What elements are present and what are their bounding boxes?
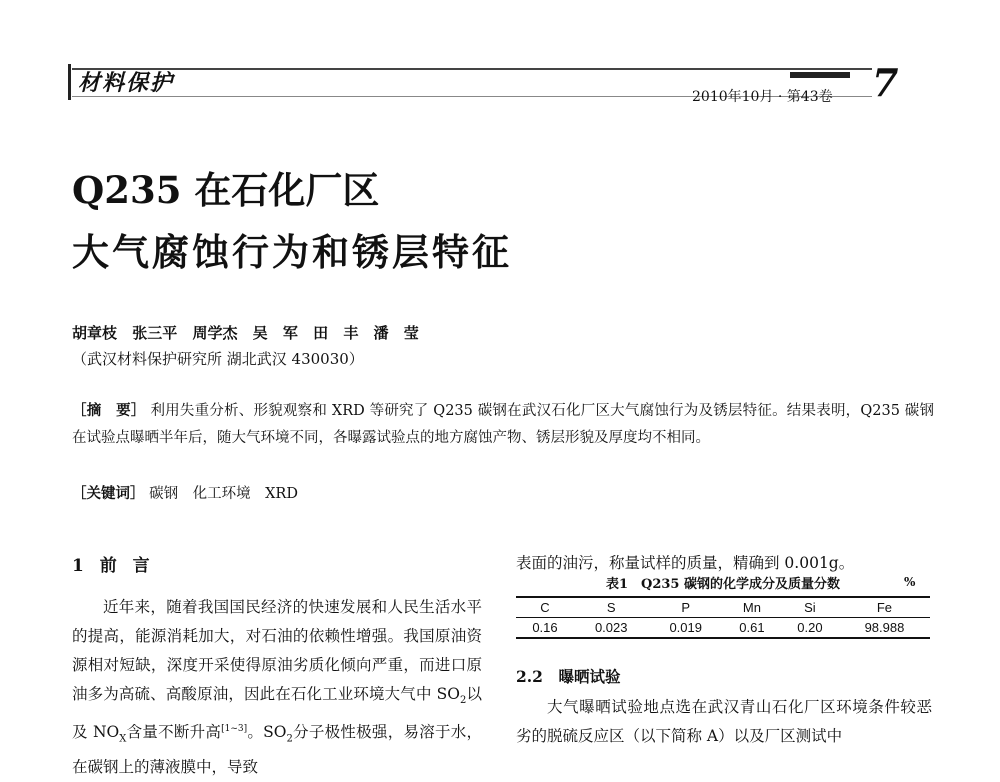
table-unit: % <box>904 575 916 589</box>
table-cell: 0.20 <box>797 620 823 635</box>
section-2-2-heading: 2.2 曝晒试验 <box>516 667 621 686</box>
text-run: 。SO <box>247 723 287 742</box>
header-rule <box>72 68 872 70</box>
section-2-2-paragraph: 大气曝晒试验地点选在武汉青山石化厂区环境条件较恶劣的脱硫反应区（以下简称 A）以及厂区测试中 <box>516 698 932 745</box>
text-run: 分子极性极强，易溶于水，在碳钢上的薄液膜中，导致 <box>72 723 482 777</box>
keywords-tag: ［关键词］ <box>72 485 145 502</box>
affiliation: （武汉材料保护研究所 湖北武汉 430030） <box>72 350 364 368</box>
authors: 胡章枝 张三平 周学杰 吴 军 田 丰 潘 莹 <box>72 324 419 342</box>
journal-name: 材料保护 <box>78 70 175 96</box>
table-header-cell: Si <box>804 600 816 615</box>
keywords <box>72 482 298 503</box>
abstract-tag: ［摘 要］ <box>72 402 146 419</box>
abstract <box>72 397 934 452</box>
keywords-text: 碳钢 化工环境 XRD <box>149 486 298 502</box>
section-2-2-body <box>516 693 932 751</box>
abstract-text: 利用失重分析、形貌观察和 XRD 等研究了 Q235 碳钢在武汉石化厂区大气腐蚀行为及锈层特征。结果表明，Q235 碳钢在试验点曝晒半年后，随大气环境不同，各曝露试验点的地方腐蚀产物、锈层形貌及厚度均不相同。 <box>72 403 935 446</box>
section-1-body <box>72 593 482 782</box>
table-header-row <box>516 597 930 618</box>
table-caption: 表1 Q235 碳钢的化学成分及质量分数 <box>605 577 841 592</box>
section-1-paragraph <box>72 593 482 782</box>
text-run: 以及 NO <box>72 685 482 742</box>
table-cell: 0.023 <box>594 620 628 635</box>
subscript: 2 <box>286 733 293 745</box>
table-header-cell: Fe <box>876 600 893 615</box>
header-bar <box>68 64 71 100</box>
composition-table <box>516 596 930 639</box>
text-run: 含量不断升高 <box>126 723 222 742</box>
page-number: 7 <box>872 60 899 105</box>
table-header-cell: S <box>606 600 616 615</box>
table-cell: 0.61 <box>739 620 765 635</box>
table-cell: 0.16 <box>532 620 558 635</box>
table-cell: 98.988 <box>864 620 905 635</box>
table-cell: 0.019 <box>669 620 702 635</box>
table-header-cell: P <box>681 600 691 615</box>
right-column-continuation: 表面的油污，称量试样的质量，精确到 0.001g。 <box>516 554 855 572</box>
citation: [1~3] <box>221 724 248 735</box>
table-header-cell: C <box>540 600 550 615</box>
section-1-heading: 1 前 言 <box>72 556 150 576</box>
table-header-cell: Mn <box>742 600 761 615</box>
subscript: 2 <box>459 695 467 707</box>
title-line-1: Q235 在石化厂区 <box>72 168 380 212</box>
text-run: 近年来，随着我国国民经济的快速发展和人民生活水平的提高，能源消耗加大，对石油的依赖性增强。我国原油资源相对短缺，深度开采使得原油劣质化倾向严重，而进口原油多为高硫、高酸原油，因此在石化工业环境大气中 SO <box>72 598 482 703</box>
issue-info: 2010年10月 · 第43卷 <box>692 89 833 105</box>
header-dark-bar <box>790 72 850 78</box>
table-row <box>516 618 930 639</box>
subscript: X <box>119 733 127 745</box>
title-line-2: 大气腐蚀行为和锈层特征 <box>72 230 512 274</box>
